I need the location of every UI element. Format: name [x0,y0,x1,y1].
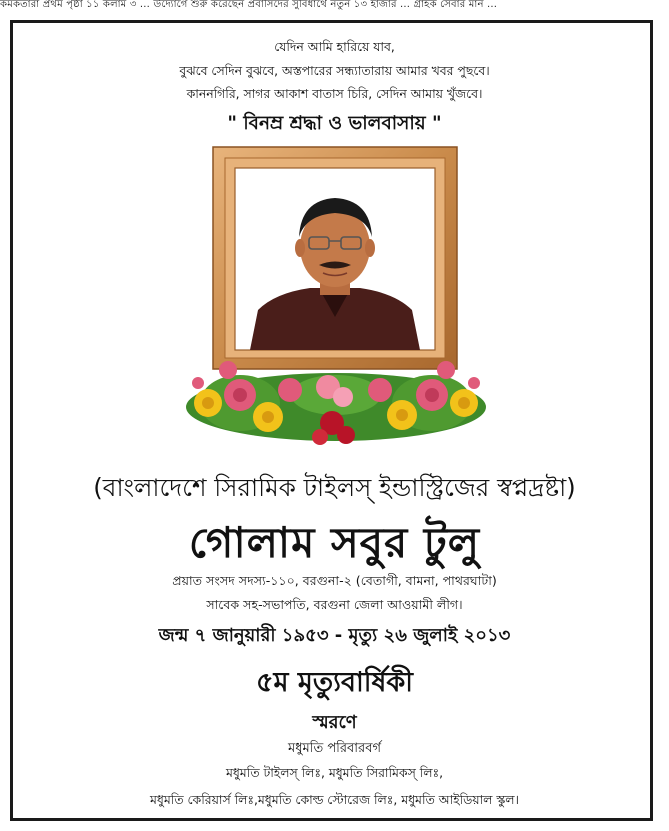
poem-line-3: কাননগিরি, সাগর আকাশ বাতাস চিরি, সেদিন আমায় খুঁজবে। [186,86,483,101]
tribute-heading: " বিনম্র শ্রদ্ধা ও ভালবাসায় " [227,113,442,134]
remembrance-heading: স্মরণে [312,712,357,733]
companies-line-1: মধুমতি টাইলস্ লিঃ, মধুমতি সিরামিকস্ লিঃ, [225,765,444,780]
anniversary-heading: ৫ম মৃত্যুবার্ষিকী [255,667,414,698]
position-line-2: সাবেক সহ-সভাপতি, বরগুনা জেলা আওয়ামী লীগ। [206,597,463,612]
newspaper-top-strip: কমকতারা প্রথম পৃষ্ঠা ১১ কলাম ৩ ... উদ্যোগে শুরু করেছেন প্রবাসিদের সুবিধার্থে নতুন ১৩ হাজার ... গ্রাহক সেবার মান ... [0,0,498,10]
birth-death-dates: জন্ম ৭ জানুয়ারী ১৯৫৩ - মৃত্যু ২৬ জুলাই ২০১৩ [158,625,511,646]
companies-line-2: মধুমতি কেরিয়ার্স লিঃ,মধুমতি কোল্ড স্টোরেজ লিঃ, মধুমতি আইডিয়াল স্কুল। [150,792,519,807]
portrait-with-flowers [180,145,492,465]
founder-subtitle: (বাংলাদেশে সিরামিক টাইলস্ ইন্ডাস্ট্রিজের স্বপ্নদ্রষ্টা) [93,473,576,502]
poem-line-1: যেদিন আমি হারিয়ে যাব, [274,39,395,54]
flower-garland [186,361,486,445]
poem-line-2: বুঝবে সেদিন বুঝবে, অস্তপারের সন্ধ্যাতারায় আমার খবর পুছবে। [179,63,490,78]
deceased-name: গোলাম সবুর টুলু [188,518,481,567]
portrait-image [180,145,492,465]
position-line-1: প্রয়াত সংসদ সদস্য-১১০, বরগুনা-২ (বেতাগী, বামনা, পাথরঘাটা) [172,573,497,588]
family-name: মধুমতি পরিবারবর্গ [288,741,381,756]
